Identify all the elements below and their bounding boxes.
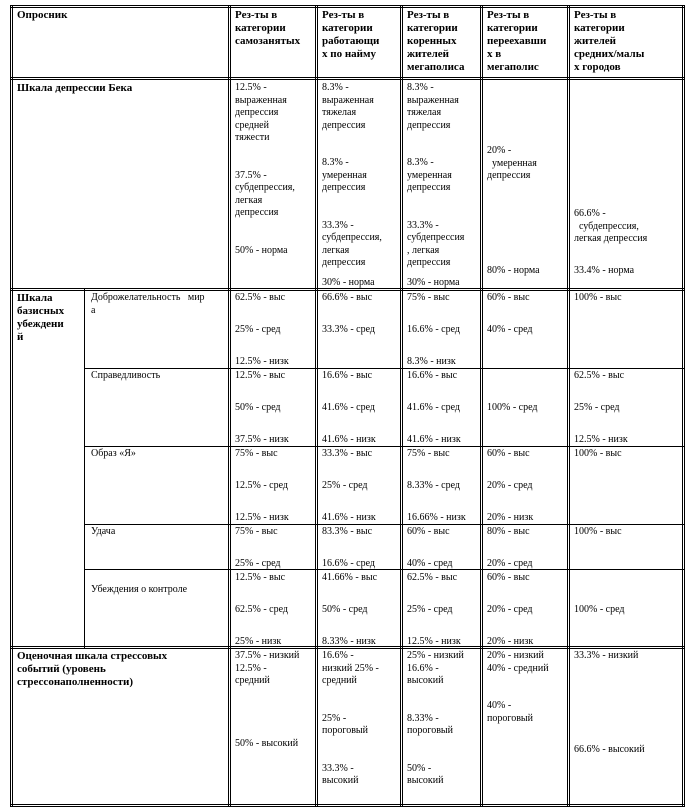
cell-value: 25% - сред	[235, 558, 281, 569]
cell-value: 12.5% - низк	[407, 636, 461, 647]
header-self-employed: Рез-ты в категории самозанятых	[235, 9, 301, 47]
cell-value: 16.6% - сред	[407, 324, 460, 335]
cell-value: 16.66% - низк	[407, 512, 466, 523]
cell-value: 62.5% - выс	[235, 292, 286, 303]
cell-beck-native: 8.3% - выраженная тяжелая депрессия 8.3% - умеренная депрессия 33.3% - субдепрессия , легкая депрессия	[407, 82, 465, 268]
cell-beck-self-employed: 12.5% - выраженная депрессия средней тяжести 37.5% - субдепрессия, легкая депрессия 50% - норма	[235, 82, 295, 256]
cell-value: 20% - сред	[487, 558, 533, 569]
subscale-label: Справедливость	[91, 370, 161, 381]
cell-beck-native-norm: 30% - норма	[407, 277, 460, 288]
cell-value: 60% - выс	[407, 526, 450, 537]
cell-value: 25% - низк	[235, 636, 282, 647]
cell-value: 41.6% - сред	[407, 402, 460, 413]
cell-stress-self-employed-high: 50% - высокий	[235, 738, 299, 749]
cell-value: 20% - низк	[487, 512, 534, 523]
row-label-beck: Шкала депрессии Бека	[17, 82, 133, 94]
cell-value: 40% - сред	[487, 324, 533, 335]
cell-stress-small-towns: 33.3% - низкий	[574, 650, 639, 661]
cell-value: 33.3% - сред	[322, 324, 375, 335]
cell-value: 41.6% - низк	[407, 434, 461, 445]
cell-value: 60% - выс	[487, 448, 530, 459]
cell-value: 25% - сред	[322, 480, 368, 491]
cell-value: 50% - сред	[322, 604, 368, 615]
cell-beck-relocated: 20% - умеренная депрессия	[487, 145, 537, 181]
cell-stress-employed: 16.6% - низкий 25% - средний 25% - пороговый 33.3% - высокий	[322, 650, 379, 786]
cell-value: 16.6% - выс	[322, 370, 373, 381]
cell-value: 12.5% - низк	[574, 434, 628, 445]
cell-value: 41.6% - низк	[322, 512, 376, 523]
subscale-label: Убеждения о контроле	[91, 584, 188, 595]
cell-value: 8.3% - низк	[407, 356, 456, 367]
cell-value: 50% - сред	[235, 402, 281, 413]
cell-value: 66.6% - выс	[322, 292, 373, 303]
cell-value: 62.5% - выс	[407, 572, 458, 583]
cell-value: 12.5% - низк	[235, 512, 289, 523]
cell-value: 100% - выс	[574, 292, 622, 303]
cell-value: 100% - выс	[574, 448, 622, 459]
cell-value: 12.5% - выс	[235, 370, 286, 381]
header-small-towns: Рез-ты в категории жителей средних/малы х городов	[574, 9, 645, 73]
cell-value: 62.5% - сред	[235, 604, 288, 615]
cell-value: 41.6% - низк	[322, 434, 376, 445]
cell-stress-small-towns-high: 66.6% - высокий	[574, 744, 645, 755]
cell-value: 25% - сред	[407, 604, 453, 615]
cell-value: 16.6% - сред	[322, 558, 375, 569]
header-native-residents: Рез-ты в категории коренных жителей мегаполиса	[407, 9, 465, 73]
subscale-label: Образ «Я»	[91, 448, 136, 459]
cell-value: 75% - выс	[235, 526, 278, 537]
header-employed: Рез-ты в категории работающи х по найму	[322, 9, 380, 60]
cell-value: 25% - сред	[235, 324, 281, 335]
cell-stress-native: 25% - низкий 16.6% - высокий 8.33% - пороговый 50% - высокий	[407, 650, 464, 786]
cell-value: 80% - выс	[487, 526, 530, 537]
cell-value: 41.6% - сред	[322, 402, 375, 413]
cell-value: 75% - выс	[235, 448, 278, 459]
cell-value: 100% - сред	[487, 402, 538, 413]
subscale-label: Удача	[91, 526, 116, 537]
cell-value: 16.6% - выс	[407, 370, 458, 381]
cell-value: 20% - сред	[487, 604, 533, 615]
header-survey: Опросник	[17, 9, 68, 21]
cell-value: 8.33% - низк	[322, 636, 376, 647]
cell-value: 75% - выс	[407, 448, 450, 459]
cell-beck-relocated-norm: 80% - норма	[487, 265, 540, 276]
cell-value: 62.5% - выс	[574, 370, 625, 381]
cell-value: 12.5% - сред	[235, 480, 288, 491]
row-label-basic-beliefs: Шкала базисных убеждени й	[17, 292, 65, 343]
cell-stress-relocated: 20% - низкий 40% - средний 40% - пороговый	[487, 650, 549, 724]
cell-value: 33.3% - выс	[322, 448, 373, 459]
cell-value: 100% - сред	[574, 604, 625, 615]
cell-value: 25% - сред	[574, 402, 620, 413]
cell-beck-small-towns: 66.6% - субдепрессия, легкая депрессия	[574, 208, 648, 244]
row-label-stress: Оценочная шкала стрессовых событий (уровень стрессонаполненности)	[17, 650, 168, 688]
cell-value: 75% - выс	[407, 292, 450, 303]
cell-value: 60% - выс	[487, 292, 530, 303]
subscale-label: Доброжелательность мир а	[91, 292, 205, 316]
cell-value: 8.33% - сред	[407, 480, 460, 491]
cell-beck-employed-norm: 30% - норма	[322, 277, 375, 288]
cell-value: 60% - выс	[487, 572, 530, 583]
cell-value: 41.66% - выс	[322, 572, 378, 583]
cell-beck-employed: 8.3% - выраженная тяжелая депрессия 8.3% - умеренная депрессия 33.3% - субдепрессия, легкая депрессия	[322, 82, 382, 268]
cell-value: 40% - сред	[407, 558, 453, 569]
header-relocated: Рез-ты в категории переехавши х в мегаполис	[487, 9, 547, 73]
cell-value: 37.5% - низк	[235, 434, 289, 445]
cell-value: 20% - низк	[487, 636, 534, 647]
cell-value: 83.3% - выс	[322, 526, 373, 537]
cell-stress-self-employed: 37.5% - низкий 12.5% - средний	[235, 650, 300, 686]
cell-value: 100% - выс	[574, 526, 622, 537]
cell-value: 12.5% - выс	[235, 572, 286, 583]
cell-beck-small-towns-norm: 33.4% - норма	[574, 265, 635, 276]
cell-value: 20% - сред	[487, 480, 533, 491]
cell-value: 12.5% - низк	[235, 356, 289, 367]
